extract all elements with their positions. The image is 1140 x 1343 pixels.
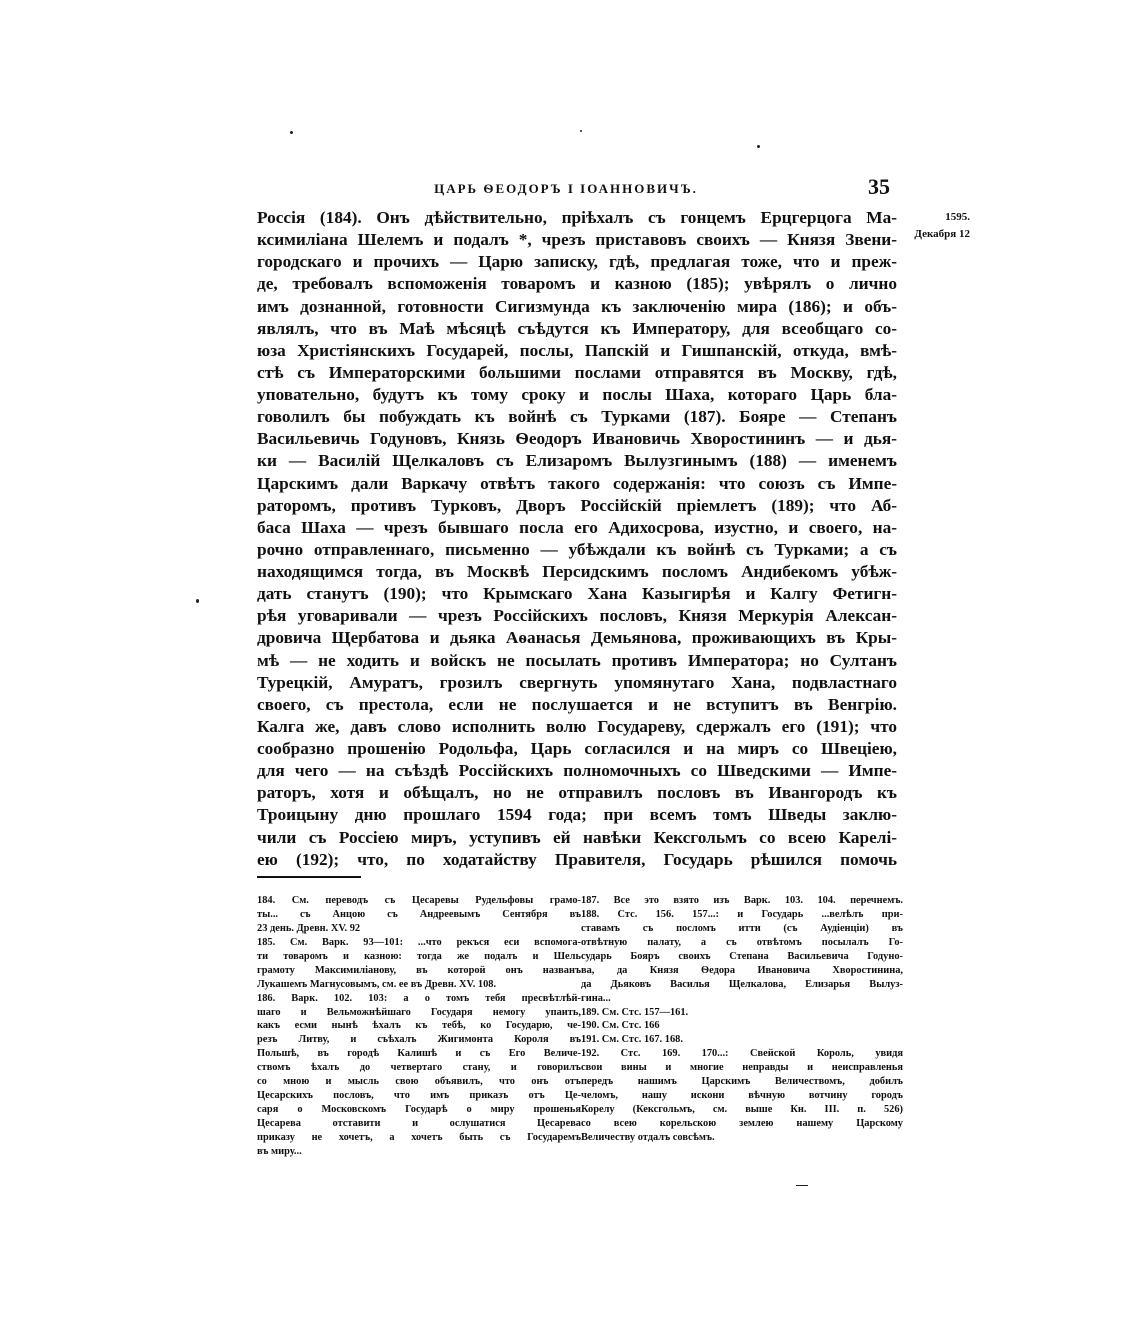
body-line: рочно отправленнаго, письменно — убѣждали къ войнѣ съ Турками; а съ: [257, 539, 897, 559]
body-line: Царскимъ дали Варкачу отвѣтъ такого содержанія: что союзъ съ Импе-: [257, 473, 897, 493]
footnote-line: Лукашемъ Магнусовымъ, см. ее въ Древн. XV. 108.: [257, 978, 497, 990]
footnote-line: какъ есми нынѣ ѣхалъ къ тебѣ, ко Государю, че-: [257, 1020, 581, 1032]
scan-speck: [580, 130, 582, 132]
footnote-line: 190. См. Стс. 166: [581, 1020, 660, 1032]
footnote-line: Цесарева отставити и ослушатися Цесарева: [257, 1118, 581, 1129]
footnote-line: гина...: [581, 992, 611, 1004]
body-line: сообразно прошенію Родольфа, Царь согласился и на миръ со Швеціею,: [257, 739, 897, 758]
body-line: раторъ, хотя и обѣщалъ, но не отправилъ пословъ въ Ивангородъ къ: [257, 783, 897, 803]
body-line: уповательно, будутъ къ тому сроку и послы Шаха, котораго Царь бла-: [257, 385, 897, 404]
footnotes-right-column: [581, 894, 903, 1145]
footnote-line: 184. См. переводъ съ Цесаревы Рудельфовы грамо-: [257, 895, 581, 906]
body-line: раторомъ, противъ Турковъ, Дворъ Россійскій пріемлетъ (189); что Аб-: [257, 495, 897, 515]
footnote-line: челомъ, нашу искони вѣчную вотчину городъ: [581, 1090, 903, 1102]
footnote-line: со мною и мысль свою объявилъ, что онъ отъ: [257, 1076, 581, 1088]
body-line: баса Шаха — чрезъ бывшаго посла его Адихосрова, изустно, и своего, на-: [257, 517, 897, 537]
body-line: чили съ Россіею миръ, уступивъ ей навѣки Кексгольмъ со всею Карелі-: [257, 827, 897, 847]
footnote-line: грамоту Максимиліанову, въ которой онъ названъ: [257, 964, 581, 976]
running-title: ЦАРЬ ѲЕОДОРЪ I ІОАННОВИЧЪ.: [434, 181, 698, 196]
scan-speck: [796, 1185, 808, 1186]
footnote-line: 191. См. Стс. 167. 168.: [581, 1034, 683, 1046]
footnote-line: резъ Литву, и съѣхалъ Жигимонта Короля въ: [257, 1034, 581, 1046]
scan-speck: [290, 131, 293, 134]
footnote-line: ставамъ съ посломъ итти (съ Аудіенціи) въ: [581, 922, 903, 934]
footnote-line: ствомъ ѣхалъ до четвертаго стану, и говорилъ: [257, 1062, 581, 1074]
body-line: Турецкій, Амуратъ, грозилъ свергнуть упомянутаго Хана, подвластнаго: [257, 672, 897, 692]
body-line: Троицыну дню прошлаго 1594 года; при всемъ томъ Шведы заклю-: [257, 805, 897, 825]
body-line: стѣ съ Императорскими большими послами отправятся въ Москву, гдѣ,: [257, 362, 897, 382]
body-line: рѣя уговаривали — чрезъ Россійскихъ пословъ, Князя Меркурія Алексан-: [257, 606, 897, 626]
footnote-line: отвѣтную палату, а съ отвѣтомъ посылалъ Го-: [581, 936, 903, 948]
body-line: Васильевичь Годуновъ, Князь Ѳеодоръ Ивановичь Хворостининъ — и дья-: [257, 429, 897, 449]
footnote-line: со всею корельскою землею нашему Царскому: [581, 1118, 903, 1129]
footnote-separator: [257, 876, 361, 878]
footnote-line: 189. См. Стс. 157—161.: [581, 1006, 689, 1018]
footnote-line: Польшѣ, въ городѣ Калишѣ и съ Его Величе-: [257, 1048, 581, 1060]
footnote-line: въ миру...: [257, 1145, 302, 1157]
body-line: мѣ — не ходить и войскъ не посылать противъ Императора; но Султанъ: [257, 650, 897, 670]
body-line: ксимиліана Шелемъ и подалъ *, чрезъ приставовъ своихъ — Князя Звени-: [257, 230, 897, 250]
footnote-line: сударь Бояръ своихъ Степана Васильевича Годуно-: [581, 950, 903, 962]
body-line: дать станутъ (190); что Крымскаго Хана Казыгирѣя и Калгу Фетигн-: [257, 584, 897, 604]
footnote-line: 188. Стс. 156. 157...: и Государь ...велѣлъ при-: [581, 908, 903, 920]
body-line: имъ дознанной, готовности Сигизмунда къ заключенію мира (186); и объ-: [257, 296, 897, 316]
scan-speck: [757, 145, 760, 148]
margin-note: [902, 209, 970, 243]
body-text: [257, 207, 897, 871]
footnote-line: да Дьяковъ Василья Щелкалова, Елизарья Вылуз-: [581, 978, 903, 990]
footnote-line: ти товаромъ и казною: тогда же подалъ и Шель: [257, 950, 581, 962]
footnote-line: ва, да Князя Ѳедора Ивановича Хворостинина,: [581, 964, 903, 976]
footnote-line: ты... съ Анцою съ Андреевымъ Сентября въ: [257, 908, 581, 920]
footnote-line: Цесарскихъ пословъ, что имъ приказъ отъ Це-: [257, 1090, 581, 1102]
page-number: 35: [868, 174, 890, 199]
body-line: Россія (184). Онъ дѣйствительно, пріѣхалъ съ гонцемъ Ерцгерцога Ма-: [257, 208, 897, 227]
margin-note-date: Декабря 12: [914, 228, 970, 240]
body-line: являлъ, что въ Маѣ мѣсяцѣ съѣдутся къ Императору, для всеобщаго со-: [257, 318, 897, 338]
body-line: для чего — на съѣздѣ Россійскихъ полномочныхъ со Шведскими — Импе-: [257, 761, 897, 781]
footnote-line: 185. См. Варк. 93—101: ...что рекъся еси вспомога-: [257, 936, 581, 948]
body-line: городскаго и прочихъ — Царю записку, гдѣ, предлагая тоже, что и преж-: [257, 252, 897, 272]
footnote-line: 187. Все это взято изъ Варк. 103. 104. перечнемъ.: [581, 895, 903, 906]
footnote-line: Величеству отдалъ совсѣмъ.: [581, 1131, 715, 1143]
footnote-line: саря о Московскомъ Государѣ о миру прошенья: [257, 1104, 581, 1116]
footnote-line: приказу не хочетъ, а хочетъ быть съ Государемъ: [257, 1131, 581, 1143]
body-line: говолилъ бы побуждать къ войнѣ съ Турками (187). Бояре — Степанъ: [257, 407, 897, 427]
margin-note-year: 1595.: [945, 211, 970, 223]
body-line: дровича Щербатова и дьяка Аѳанасья Демьянова, проживающихъ въ Кры-: [257, 628, 897, 648]
footnote-line: 23 день. Древн. XV. 92: [257, 922, 361, 934]
footnote-line: 192. Стс. 169. 170...: Свейской Король, увидя: [581, 1048, 903, 1060]
body-line: де, требовалъ вспоможенія товаромъ и казною (185); увѣрялъ о лично: [257, 274, 897, 294]
body-line: Калга же, давъ слово исполнить волю Государеву, сдержалъ его (191); что: [257, 716, 897, 736]
footnote-line: 186. Варк. 102. 103: а о томъ тебя пресвѣтлѣй-: [257, 992, 581, 1004]
body-line: ки — Василій Щелкаловъ съ Елизаромъ Вылузгинымъ (188) — именемъ: [257, 451, 897, 471]
footnote-line: Корелу (Кексгольмъ, см. выше Кн. III. п. 526): [581, 1104, 903, 1116]
footnote-line: передъ нашимъ Царскимъ Величествомъ, добилъ: [581, 1076, 903, 1088]
scan-speck: [196, 599, 199, 603]
body-line: своего, съ престола, если не послушается и не вступитъ въ Венгрію.: [257, 694, 897, 714]
footnote-line: свои вины и многие неправды и неисправленья: [581, 1062, 903, 1074]
footnotes-left-column: [257, 894, 581, 1159]
footnote-line: шаго и Вельможнѣйшаго Государя немогу упаить,: [257, 1006, 581, 1018]
body-line: ею (192); что, по ходатайству Правителя, Государь рѣшился помочь: [257, 849, 897, 869]
body-line: находящимся тогда, въ Москвѣ Персидскимъ посломъ Андибекомъ убѣж-: [257, 562, 897, 581]
body-line: юза Христіянскихъ Государей, послы, Папскій и Гишпанскій, откуда, вмѣ-: [257, 340, 897, 360]
